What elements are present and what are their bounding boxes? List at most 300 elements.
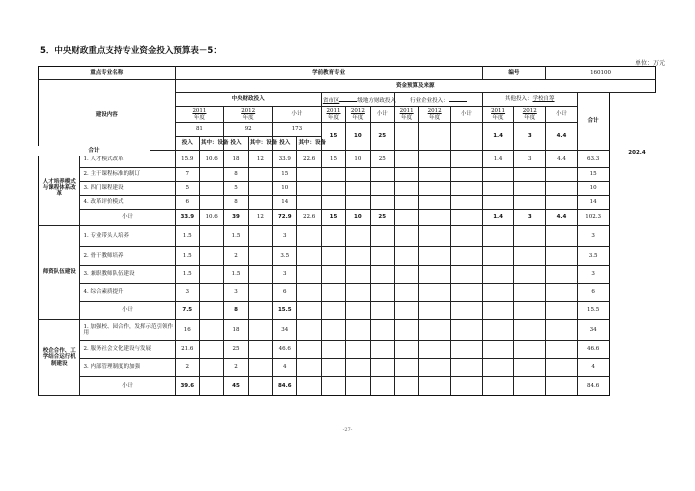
label-invest: 投入: [175, 137, 199, 151]
cell-total: 4: [577, 359, 609, 377]
sum-central-2011: 81: [175, 123, 224, 137]
row-item-label: 4. 综合素质提升: [80, 284, 175, 302]
cell-i11: [394, 284, 418, 302]
local-subtotal: 小计: [370, 107, 394, 123]
cell-osub: [546, 247, 578, 266]
cell-i11: [394, 266, 418, 284]
cell-cse: [297, 302, 321, 320]
cell-i11: [394, 341, 418, 359]
cell-i11: [394, 247, 418, 266]
table-row: [39, 341, 656, 359]
cell-o12: [514, 341, 546, 359]
cell-c11e: [199, 226, 223, 247]
cell-isub: [451, 302, 483, 320]
cell-lsub: [370, 196, 394, 210]
row-item-label: 3. 内部管理制度的加强: [80, 359, 175, 377]
cell-c11e: [199, 341, 223, 359]
cell-c11e: [199, 302, 223, 320]
cell-c11e: [199, 168, 223, 182]
sum-local-2011: 15: [321, 123, 345, 151]
cell-lsub: [370, 341, 394, 359]
cell-c11e: [199, 284, 223, 302]
cell-c11i: 1.5: [175, 266, 199, 284]
cell-c11i: 1.5: [175, 226, 199, 247]
section-faculty: [39, 226, 656, 320]
cell-isub: [451, 182, 483, 196]
cell-c12i: 18: [224, 320, 248, 341]
cell-c12e: [248, 266, 272, 284]
cell-l11: [321, 359, 345, 377]
cell-cse: [297, 284, 321, 302]
cell-o12: [514, 226, 546, 247]
cell-l11: [321, 226, 345, 247]
cell-c11e: [199, 247, 223, 266]
section-cooperation: [39, 320, 656, 396]
cell-osub: [546, 196, 578, 210]
cell-l12: [346, 302, 370, 320]
cell-i12: [419, 168, 451, 182]
cell-i12: [419, 320, 451, 341]
cell-csi: 33.9: [273, 151, 297, 168]
other-header: 其他投入：学校自筹: [482, 93, 577, 107]
cell-total: 6: [577, 284, 609, 302]
table-row: [39, 359, 656, 377]
major-name-label: 重点专业名称: [39, 67, 176, 80]
sum-other-sub2: 4.4: [546, 123, 578, 151]
cell-i12: [419, 359, 451, 377]
cell-csi: 72.9: [273, 210, 297, 226]
table-title: 5．中央财政重点支持专业资金投入预算表－5：: [40, 46, 222, 56]
cell-lsub: [370, 302, 394, 320]
cell-c12i: 8: [224, 168, 248, 182]
central-2011: 2011 年度: [175, 107, 224, 123]
cell-c12i: 2: [224, 359, 248, 377]
cell-l12: [346, 247, 370, 266]
row-item-label: 2. 主干课程标准的制订: [80, 168, 175, 182]
sum-local-2012: 10: [346, 123, 370, 151]
cell-c12e: 12: [248, 151, 272, 168]
cell-cse: 22.6: [297, 210, 321, 226]
cell-l12: 10: [346, 151, 370, 168]
cell-l11: [321, 320, 345, 341]
cell-o12: [514, 247, 546, 266]
cell-o12: [514, 168, 546, 182]
cell-o11: [482, 320, 514, 341]
table-row: [39, 196, 656, 210]
cell-i12: [419, 196, 451, 210]
cell-i12: [419, 377, 451, 396]
cell-osub: [546, 266, 578, 284]
cell-c12e: [248, 359, 272, 377]
cell-l11: [321, 168, 345, 182]
industry-subtotal: 小计: [451, 107, 483, 123]
cell-osub: [546, 284, 578, 302]
table-row: [39, 168, 656, 182]
cell-c11i: 21.6: [175, 341, 199, 359]
cell-o11: [482, 359, 514, 377]
cell-cse: [297, 341, 321, 359]
cell-l11: [321, 284, 345, 302]
cell-isub: [451, 377, 483, 396]
cell-lsub: [370, 226, 394, 247]
cell-o11: [482, 247, 514, 266]
cell-c12e: [248, 302, 272, 320]
other-2011: 2011 年度: [482, 107, 514, 123]
cell-total: 34: [577, 320, 609, 341]
local-2012: 2012 年度: [346, 107, 370, 123]
other-2012: 2012 年度: [514, 107, 546, 123]
cell-l12: [346, 359, 370, 377]
cell-c11i: 5: [175, 182, 199, 196]
label-equipment: 其中：设备: [248, 137, 272, 151]
sum-row-total: 202.4: [620, 149, 654, 158]
industry-2011: 2011 年度: [394, 107, 418, 123]
cell-i11: [394, 168, 418, 182]
cell-isub: [451, 266, 483, 284]
table-row: [39, 182, 656, 196]
central-header: 中央财政投入: [175, 93, 321, 107]
cell-l11: [321, 182, 345, 196]
cell-lsub: [370, 168, 394, 182]
cell-o11: [482, 168, 514, 182]
cell-o11: [482, 284, 514, 302]
cell-l11: [321, 341, 345, 359]
cell-i11: [394, 226, 418, 247]
cell-osub: [546, 320, 578, 341]
cell-i11: [394, 302, 418, 320]
section-label: 师资队伍建设: [39, 226, 80, 320]
cell-c11i: 3: [175, 284, 199, 302]
cell-c11i: 6: [175, 196, 199, 210]
cell-o12: [514, 266, 546, 284]
cell-l12: [346, 320, 370, 341]
row-item-label: 1. 加强校、园合作，发挥示范引领作用: [80, 320, 175, 341]
cell-lsub: 25: [370, 210, 394, 226]
cell-total: 102.3: [577, 210, 609, 226]
cell-c11i: 15.9: [175, 151, 199, 168]
cell-cse: [297, 182, 321, 196]
row-item-label: 2. 骨干教师培养: [80, 247, 175, 266]
cell-i11: [394, 377, 418, 396]
cell-l12: [346, 182, 370, 196]
code-label: 编号: [482, 67, 545, 80]
cell-lsub: [370, 266, 394, 284]
cell-csi: 3: [273, 266, 297, 284]
cell-c12i: 1.5: [224, 266, 248, 284]
cell-isub: [451, 210, 483, 226]
cell-c12i: 3: [224, 284, 248, 302]
budget-header: 资金预算及来源: [175, 80, 655, 93]
row-item-label: 1. 人才模式改革: [80, 151, 175, 168]
cell-o12: 3: [514, 210, 546, 226]
section-talent: [39, 151, 656, 226]
sum-central-2012: 92: [224, 123, 273, 137]
label-invest: 投入: [224, 137, 248, 151]
content-header: 建设内容: [39, 80, 176, 151]
code-value: 160100: [546, 67, 656, 80]
cell-lsub: [370, 320, 394, 341]
row-item-label: 小计: [80, 377, 175, 396]
cell-csi: 14: [273, 196, 297, 210]
cell-c12e: [248, 377, 272, 396]
cell-osub: 4.4: [546, 210, 578, 226]
cell-isub: [451, 226, 483, 247]
local-header: 省市区 级地方财政投入: [321, 93, 394, 107]
cell-i12: [419, 151, 451, 168]
cell-c12e: [248, 341, 272, 359]
cell-c11e: [199, 359, 223, 377]
cell-c11e: [199, 377, 223, 396]
cell-l12: [346, 196, 370, 210]
table-row: [39, 210, 656, 226]
cell-osub: [546, 359, 578, 377]
cell-isub: [451, 359, 483, 377]
cell-c12i: 18: [224, 151, 248, 168]
cell-o12: [514, 320, 546, 341]
cell-isub: [451, 196, 483, 210]
cell-l11: 15: [321, 151, 345, 168]
section-label: 校企合作、工学结合运行机制建设: [39, 320, 80, 396]
cell-isub: [451, 247, 483, 266]
cell-cse: [297, 226, 321, 247]
cell-total: 84.6: [577, 377, 609, 396]
table-row: [39, 377, 656, 396]
cell-i11: [394, 196, 418, 210]
label-invest: 投入: [273, 137, 297, 151]
cell-osub: [546, 377, 578, 396]
cell-l11: [321, 302, 345, 320]
cell-o12: [514, 196, 546, 210]
cell-c12e: [248, 226, 272, 247]
cell-o11: 1.4: [482, 151, 514, 168]
cell-i12: [419, 182, 451, 196]
cell-o11: 1.4: [482, 210, 514, 226]
cell-o11: [482, 341, 514, 359]
cell-total: 15.5: [577, 302, 609, 320]
cell-isub: [451, 151, 483, 168]
other-subtotal: 小计: [546, 107, 578, 123]
cell-l11: [321, 266, 345, 284]
cell-total: 14: [577, 196, 609, 210]
cell-total: 46.6: [577, 341, 609, 359]
cell-c12i: 39: [224, 210, 248, 226]
cell-l12: [346, 377, 370, 396]
cell-l12: [346, 226, 370, 247]
cell-csi: 3: [273, 226, 297, 247]
cell-c11i: 2: [175, 359, 199, 377]
cell-csi: 6: [273, 284, 297, 302]
central-subtotal: 小计: [273, 107, 322, 123]
cell-cse: [297, 266, 321, 284]
cell-c12e: [248, 196, 272, 210]
cell-l11: 15: [321, 210, 345, 226]
cell-l11: [321, 247, 345, 266]
sum-central-subtotal: 173: [273, 123, 322, 137]
cell-c11e: [199, 182, 223, 196]
cell-c11i: 7.5: [175, 302, 199, 320]
cell-osub: [546, 168, 578, 182]
cell-i11: [394, 320, 418, 341]
cell-lsub: [370, 247, 394, 266]
cell-csi: 10: [273, 182, 297, 196]
cell-c12i: 2: [224, 247, 248, 266]
cell-o11: [482, 302, 514, 320]
cell-l12: [346, 341, 370, 359]
row-item-label: 小计: [80, 302, 175, 320]
cell-total: 10: [577, 182, 609, 196]
cell-c11i: 39.6: [175, 377, 199, 396]
cell-isub: [451, 341, 483, 359]
cell-i12: [419, 226, 451, 247]
cell-c11e: [199, 196, 223, 210]
cell-o12: [514, 182, 546, 196]
sum-row-label: 合计: [38, 146, 150, 156]
cell-cse: 22.6: [297, 151, 321, 168]
cell-cse: [297, 377, 321, 396]
cell-lsub: 25: [370, 151, 394, 168]
cell-csi: 15.5: [273, 302, 297, 320]
cell-l12: [346, 284, 370, 302]
row-item-label: 3. 四门课程建设: [80, 182, 175, 196]
cell-o12: [514, 377, 546, 396]
cell-lsub: [370, 182, 394, 196]
cell-o12: [514, 359, 546, 377]
cell-osub: [546, 182, 578, 196]
cell-c11e: [199, 320, 223, 341]
cell-l11: [321, 196, 345, 210]
cell-o11: [482, 196, 514, 210]
local-2011: 2011 年度: [321, 107, 345, 123]
cell-c11e: 10.6: [199, 151, 223, 168]
cell-c11e: 10.6: [199, 210, 223, 226]
cell-cse: [297, 320, 321, 341]
cell-l11: [321, 377, 345, 396]
cell-c12e: [248, 247, 272, 266]
cell-cse: [297, 196, 321, 210]
cell-total: 3: [577, 226, 609, 247]
central-2012: 2012 年度: [224, 107, 273, 123]
cell-i11: [394, 182, 418, 196]
cell-c12i: 45: [224, 377, 248, 396]
sum-local-subtotal: 25: [370, 123, 394, 151]
cell-csi: 46.6: [273, 341, 297, 359]
cell-cse: [297, 359, 321, 377]
cell-c12e: [248, 168, 272, 182]
cell-c12i: 8: [224, 302, 248, 320]
budget-table: [38, 66, 656, 396]
cell-lsub: [370, 377, 394, 396]
cell-i11: [394, 210, 418, 226]
label-equipment: 其中：设备: [199, 137, 223, 151]
cell-c12i: 8: [224, 196, 248, 210]
cell-c12i: 1.5: [224, 226, 248, 247]
cell-cse: [297, 168, 321, 182]
cell-c12e: [248, 284, 272, 302]
cell-osub: [546, 341, 578, 359]
cell-o11: [482, 266, 514, 284]
cell-isub: [451, 284, 483, 302]
cell-c12i: 5: [224, 182, 248, 196]
cell-i12: [419, 210, 451, 226]
cell-c12e: [248, 320, 272, 341]
row-item-label: 2. 服务社会文化建设与发展: [80, 341, 175, 359]
cell-osub: 4.4: [546, 151, 578, 168]
cell-c12i: 25: [224, 341, 248, 359]
table-row: [39, 320, 656, 341]
cell-total: 15: [577, 168, 609, 182]
cell-lsub: [370, 359, 394, 377]
table-row: [39, 247, 656, 266]
row-item-label: 小计: [80, 210, 175, 226]
cell-csi: 4: [273, 359, 297, 377]
sum-other-2012: 1.4: [482, 123, 514, 151]
cell-isub: [451, 320, 483, 341]
cell-c11i: 16: [175, 320, 199, 341]
table-row: [39, 302, 656, 320]
cell-csi: 34: [273, 320, 297, 341]
cell-total: 63.3: [577, 151, 609, 168]
cell-o12: 3: [514, 151, 546, 168]
cell-o11: [482, 226, 514, 247]
cell-i12: [419, 266, 451, 284]
cell-o12: [514, 302, 546, 320]
table-row: [39, 284, 656, 302]
cell-l12: [346, 168, 370, 182]
cell-csi: 15: [273, 168, 297, 182]
cell-i12: [419, 247, 451, 266]
cell-lsub: [370, 284, 394, 302]
section-label: 人才培养模式与课程体系改革: [39, 151, 80, 226]
unit-label: 单位：万元: [634, 60, 665, 67]
cell-o11: [482, 377, 514, 396]
page-number: -27-: [342, 427, 353, 433]
total-header: 合计: [577, 93, 609, 151]
cell-isub: [451, 168, 483, 182]
cell-csi: 84.6: [273, 377, 297, 396]
table-row: [39, 266, 656, 284]
cell-l12: 10: [346, 210, 370, 226]
cell-o12: [514, 284, 546, 302]
cell-c11i: 7: [175, 168, 199, 182]
cell-csi: 3.5: [273, 247, 297, 266]
cell-i11: [394, 359, 418, 377]
cell-osub: [546, 226, 578, 247]
row-item-label: 1. 专业带头人培养: [80, 226, 175, 247]
cell-o11: [482, 182, 514, 196]
cell-total: 3.5: [577, 247, 609, 266]
cell-osub: [546, 302, 578, 320]
industry-header: 行业企业投入：: [394, 93, 482, 107]
table-row: [39, 226, 656, 247]
label-equipment: 其中：设备: [297, 137, 321, 151]
cell-c12e: 12: [248, 210, 272, 226]
cell-c11i: 1.5: [175, 247, 199, 266]
cell-i12: [419, 284, 451, 302]
cell-cse: [297, 247, 321, 266]
cell-i12: [419, 302, 451, 320]
cell-l12: [346, 266, 370, 284]
row-item-label: 4. 改革评价模式: [80, 196, 175, 210]
industry-2012: 2012 年度: [419, 107, 451, 123]
cell-c12e: [248, 182, 272, 196]
major-name-value: 学前教育专业: [175, 67, 482, 80]
cell-total: 3: [577, 266, 609, 284]
row-item-label: 3. 兼职教师队伍建设: [80, 266, 175, 284]
cell-i12: [419, 341, 451, 359]
cell-c11i: 33.9: [175, 210, 199, 226]
cell-c11e: [199, 266, 223, 284]
sum-other-sub1: 3: [514, 123, 546, 151]
